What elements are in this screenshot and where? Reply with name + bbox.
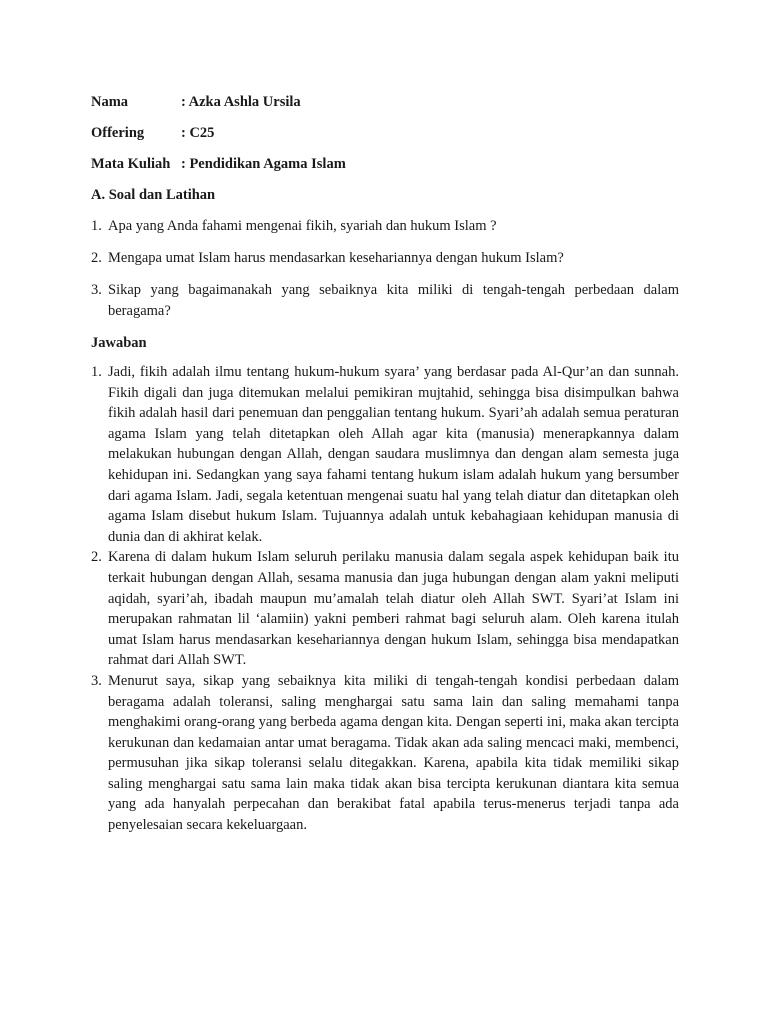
answer-number: 1. xyxy=(91,364,102,380)
answer-text: Jadi, fikih adalah ilmu tentang hukum-hukum syara’ yang berdasar pada Al-Qur’an dan sunnah. Fikih digali dan juga ditemukan melalui pemikiran mujtahid, sehingga bisa disimpulkan bahwa fikih adalah hasil dari penemuan dan penggalian tentang hukum. Syari’ah adalah semua peraturan agama Islam yang telah ditetapkan oleh Allah agar kita (manusia) menerapkannya dalam melakukan hubungan dengan Allah, dengan saudara muslimnya dan dengan alam semesta juga kehidupan ini. Sedangkan yang saya fahami tentang hukum islam adalah hukum yang bersumber dari agama Islam. Jadi, segala ketentuan mengenai suatu hal yang telah diatur dan ditetapkan oleh agama Islam disebut hukum Islam. Tujuannya adalah untuk kebahagiaan kehidupan manusia di dunia dan di akhirat kelak. xyxy=(108,364,679,545)
offering-row xyxy=(91,123,679,143)
name-row xyxy=(91,92,679,112)
answer-text: Menurut saya, sikap yang sebaiknya kita miliki di tengah-tengah kondisi perbedaan dalam beragama adalah toleransi, saling menghargai satu sama lain dan saling memahami tanpa menghakimi orang-orang yang berbeda agama dengan kita. Dengan seperti ini, maka akan tercipta kerukunan dan kedamaian antar umat beragama. Tidak akan ada saling mencaci maki, membenci, permusuhan jika sikap toleransi selalu ditegakkan. Karena, apabila kita tidak memiliki sikap saling menghargai satu sama lain maka tidak akan bisa tercipta kerukunan diantara kita semua yang ada hanyalah perpecahan dan berakibat fatal apabila terus-menerus terjadi tanpa ada penyelesaian secara kekeluargaan. xyxy=(108,672,679,834)
name-value: : Azka Ashla Ursila xyxy=(181,94,301,110)
answer-number: 3. xyxy=(91,672,102,689)
answer-number: 2. xyxy=(91,549,102,566)
answer-list xyxy=(91,362,679,836)
offering-label: Offering xyxy=(91,125,145,141)
question-item xyxy=(91,280,679,322)
answer-text: Karena di dalam hukum Islam seluruh perilaku manusia dalam segala aspek kehidupan baik itu terkait hubungan dengan Allah, sesama manusia dan juga hubungan dengan alam yakni meliputi aqidah, syari’ah, ibadah maupun mu’amalah telah diatur oleh Allah SWT. Syari’at Islam ini merupakan rahmatan lil ‘alamiin) yakni pemberi rahmat bagi seluruh alam. Oleh karena itulah umat Islam harus mendasarkan kesehariannya dengan hukum Islam, sehingga bisa mendapatkan rahmat dari Allah SWT. xyxy=(108,549,679,669)
question-number: 1. xyxy=(91,218,102,234)
course-row xyxy=(91,154,679,174)
name-label: Nama xyxy=(91,94,129,110)
answer-item xyxy=(91,547,679,671)
offering-value: : C25 xyxy=(181,125,215,141)
course-value: : Pendidikan Agama Islam xyxy=(181,156,346,172)
question-text: Apa yang Anda fahami mengenai fikih, syariah dan hukum Islam ? xyxy=(108,218,497,234)
course-label: Mata Kuliah xyxy=(91,156,171,172)
question-list xyxy=(91,216,679,322)
document-page xyxy=(91,92,679,836)
answer-item xyxy=(91,362,679,547)
question-number: 2. xyxy=(91,250,102,266)
question-text: Sikap yang bagaimanakah yang sebaiknya kita miliki di tengah-tengah perbedaan dalam beragama? xyxy=(108,282,679,319)
question-item xyxy=(91,216,679,237)
question-item xyxy=(91,248,679,269)
questions-heading: A. Soal dan Latihan xyxy=(91,187,216,203)
question-text: Mengapa umat Islam harus mendasarkan kesehariannya dengan hukum Islam? xyxy=(108,250,564,266)
answer-item xyxy=(91,671,679,836)
question-number: 3. xyxy=(91,282,102,298)
answers-heading: Jawaban xyxy=(91,335,147,351)
